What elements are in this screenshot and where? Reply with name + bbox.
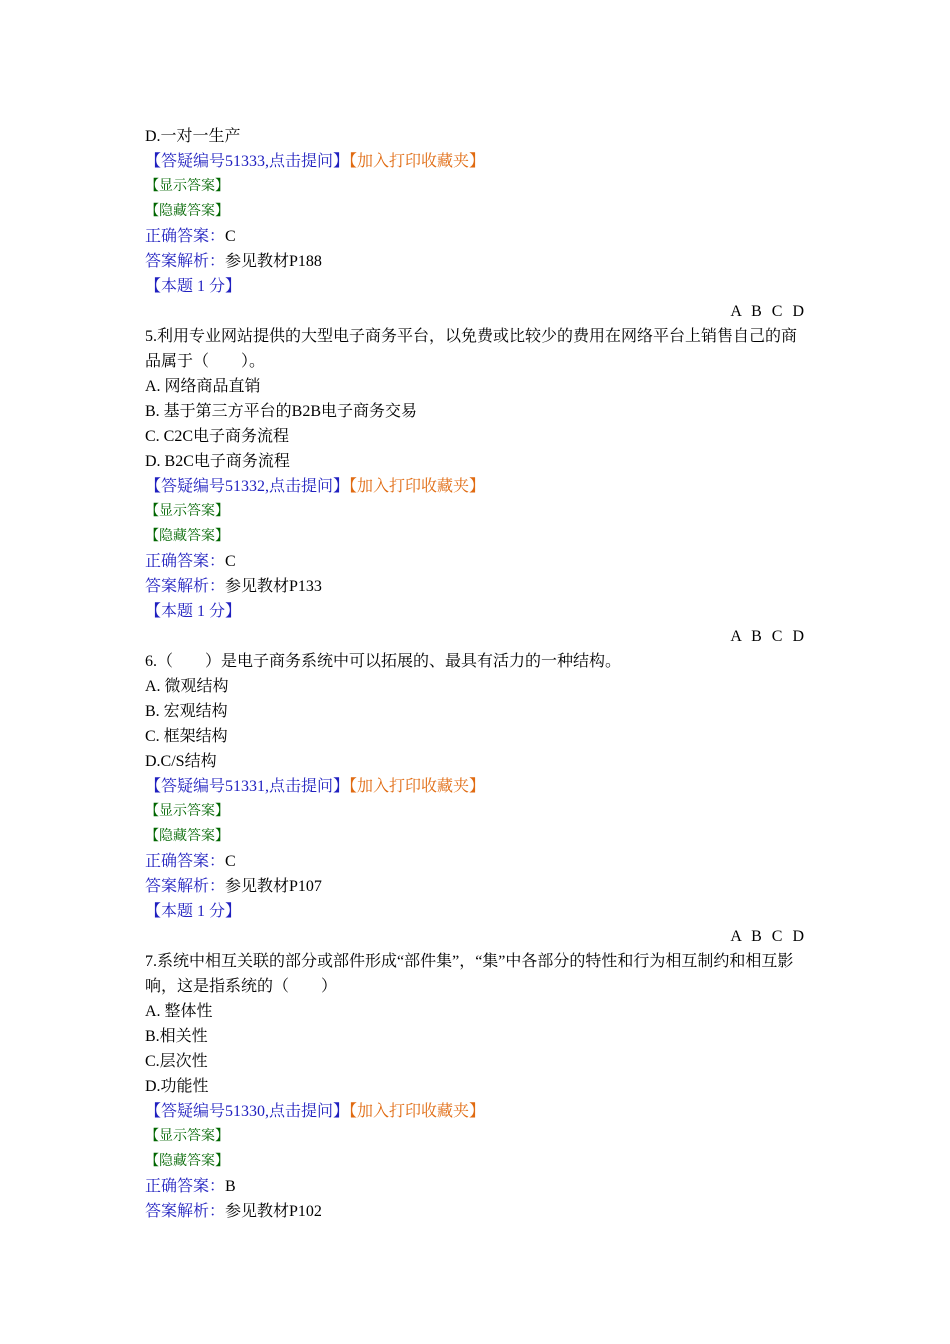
- option-d: D.一对一生产: [145, 128, 241, 145]
- question-links: [145, 1099, 807, 1124]
- correct-answer-value: C: [225, 553, 236, 570]
- answer-analysis-value: 参见教材P107: [225, 878, 322, 895]
- answer-analysis: [145, 249, 807, 274]
- add-to-print-favorites-link[interactable]: 【加入打印收藏夹】: [349, 1103, 486, 1120]
- question-score: 【本题 1 分】: [145, 603, 242, 620]
- show-answer-button[interactable]: 【显示答案】: [145, 804, 229, 819]
- option-d: D.C/S结构: [145, 753, 217, 770]
- answer-analysis: [145, 874, 807, 899]
- correct-answer: [145, 849, 807, 874]
- question-text: 7.系统中相互关联的部分或部件形成“部件集”，“集”中各部分的特性和行为相互制约和相互影响，这是指系统的（ ）: [145, 953, 794, 995]
- question-links: [145, 474, 807, 499]
- correct-answer-value: C: [225, 853, 236, 870]
- question-links: [145, 774, 807, 799]
- option-c: C.层次性: [145, 1053, 208, 1070]
- option-a: A. 微观结构: [145, 678, 229, 695]
- hide-answer-button[interactable]: 【隐藏答案】: [145, 529, 229, 544]
- correct-answer: [145, 1174, 807, 1199]
- correct-answer: [145, 549, 807, 574]
- option-c: C. 框架结构: [145, 728, 228, 745]
- choices-header: A B C D: [730, 928, 807, 945]
- answer-analysis-value: 参见教材P188: [225, 253, 322, 270]
- answer-analysis: [145, 574, 807, 599]
- document-page: [145, 124, 807, 1224]
- correct-answer-label: 正确答案：: [145, 1178, 226, 1195]
- show-answer-button[interactable]: 【显示答案】: [145, 1129, 229, 1144]
- ask-question-link[interactable]: 【答疑编号51333,点击提问】: [145, 153, 350, 170]
- question-text: 6.（ ）是电子商务系统中可以拓展的、最具有活力的一种结构。: [145, 653, 622, 670]
- option-b: B. 基于第三方平台的B2B电子商务交易: [145, 403, 418, 420]
- correct-answer-value: B: [225, 1178, 236, 1195]
- question-score: 【本题 1 分】: [145, 903, 242, 920]
- ask-question-link[interactable]: 【答疑编号51331,点击提问】: [145, 778, 350, 795]
- question-score: 【本题 1 分】: [145, 278, 242, 295]
- correct-answer: [145, 224, 807, 249]
- choices-header: A B C D: [730, 303, 807, 320]
- answer-analysis-value: 参见教材P133: [225, 578, 322, 595]
- correct-answer-label: 正确答案：: [145, 853, 226, 870]
- answer-analysis: [145, 1199, 807, 1224]
- option-b: B.相关性: [145, 1028, 208, 1045]
- choices-header: A B C D: [730, 628, 807, 645]
- hide-answer-button[interactable]: 【隐藏答案】: [145, 829, 229, 844]
- show-answer-button[interactable]: 【显示答案】: [145, 179, 229, 194]
- option-c: C. C2C电子商务流程: [145, 428, 290, 445]
- correct-answer-label: 正确答案：: [145, 553, 226, 570]
- answer-analysis-value: 参见教材P102: [225, 1203, 322, 1220]
- option-a: A. 整体性: [145, 1003, 213, 1020]
- correct-answer-label: 正确答案：: [145, 228, 226, 245]
- answer-analysis-label: 答案解析：: [145, 578, 226, 595]
- question-links: [145, 149, 807, 174]
- answer-analysis-label: 答案解析：: [145, 253, 226, 270]
- option-d: D.功能性: [145, 1078, 209, 1095]
- hide-answer-button[interactable]: 【隐藏答案】: [145, 1154, 229, 1169]
- answer-analysis-label: 答案解析：: [145, 1203, 226, 1220]
- correct-answer-value: C: [225, 228, 236, 245]
- question-text: 5.利用专业网站提供的大型电子商务平台，以免费或比较少的费用在网络平台上销售自己的商品属于（ ）。: [145, 328, 798, 370]
- add-to-print-favorites-link[interactable]: 【加入打印收藏夹】: [349, 778, 486, 795]
- add-to-print-favorites-link[interactable]: 【加入打印收藏夹】: [349, 153, 486, 170]
- option-a: A. 网络商品直销: [145, 378, 261, 395]
- hide-answer-button[interactable]: 【隐藏答案】: [145, 204, 229, 219]
- show-answer-button[interactable]: 【显示答案】: [145, 504, 229, 519]
- answer-analysis-label: 答案解析：: [145, 878, 226, 895]
- ask-question-link[interactable]: 【答疑编号51332,点击提问】: [145, 478, 350, 495]
- option-b: B. 宏观结构: [145, 703, 228, 720]
- ask-question-link[interactable]: 【答疑编号51330,点击提问】: [145, 1103, 350, 1120]
- option-d: D. B2C电子商务流程: [145, 453, 290, 470]
- add-to-print-favorites-link[interactable]: 【加入打印收藏夹】: [349, 478, 486, 495]
